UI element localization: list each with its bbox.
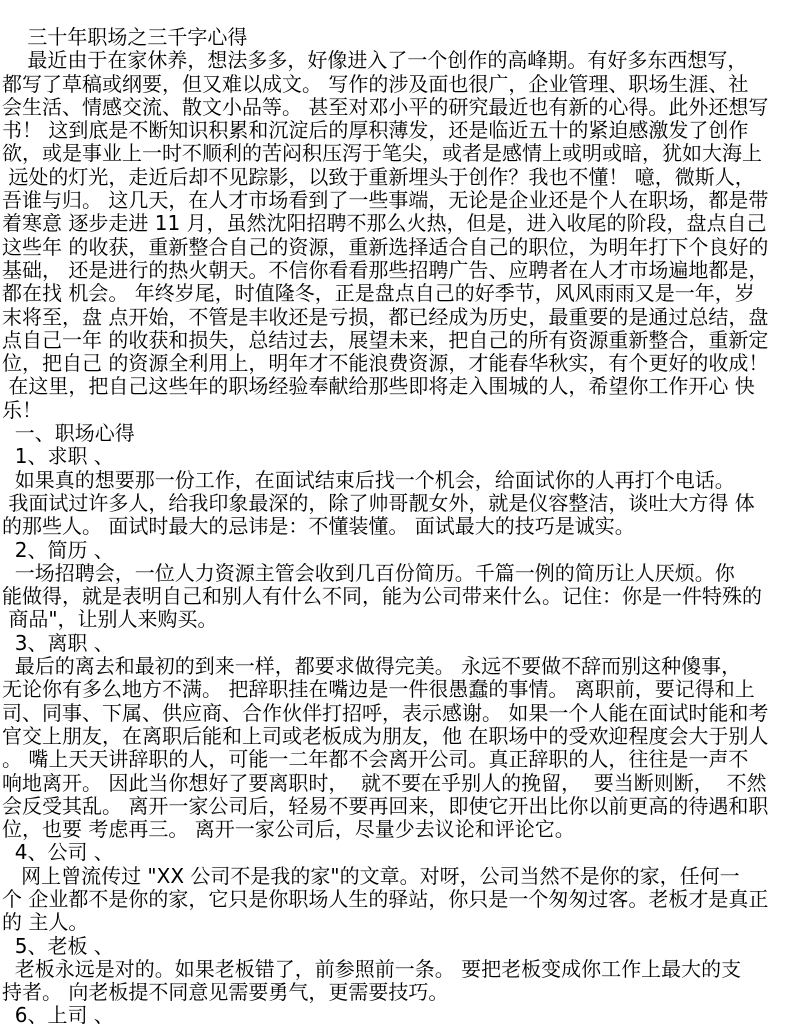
text-line: 6、上司 、 (2, 1004, 114, 1028)
text-line: 。 嘴上天天讲辞职的人，可能一二年都不会离开公司。真正辞职的人，往往是一声不 (2, 748, 749, 772)
text-line: 乐！ (2, 398, 42, 422)
text-line: 吾谁与归。 这几天，在人才市场看到了一些事端，无论是企业还是个人在职场，都是带 (2, 189, 769, 213)
text-line: 1、求职 、 (2, 445, 114, 469)
text-line: 位，把自己 的资源全利用上，明年才不能浪费资源，才能春华秋实，有个更好的收成！ (2, 352, 769, 376)
text-line: 网上曾流传过 "XX 公司不是我的家"的文章。对呀，公司当然不是你的家，任何一 (2, 864, 740, 888)
document-text (2, 26, 798, 1028)
text-line: 持者。 向老板提不同意见需要勇气，更需要技巧。 (2, 981, 449, 1005)
text-line: 的 主人。 (2, 911, 89, 935)
text-line: 位，也要 考虑再三。 离开一家公司后，尽量少去议论和评论它。 (2, 818, 575, 842)
text-line: 能做得，就是表明自己和别人有什么不同，能为公司带来什么。记住：你是一件特殊的 (2, 585, 762, 609)
text-line: 5、老板 、 (2, 934, 114, 958)
text-line: 三十年职场之三千字心得 (2, 26, 248, 49)
text-line: 一场招聘会，一位人力资源主管会收到几百份简历。千篇一例的简历让人厌烦。你 (2, 561, 735, 585)
text-line: 老板永远是对的。如果老板错了，前参照前一条。 要把老板变成你工作上最大的支 (2, 957, 742, 981)
text-line: 无论你有多么地方不满。 把辞职挂在嘴边是一件很愚蠢的事情。 离职前，要记得和上 (2, 678, 755, 702)
text-line: 如果真的想要那一份工作，在面试结束后找一个机会，给面试你的人再打个电话。 (2, 468, 735, 492)
text-line: 响地离开。 因此当你想好了要离职时， 就不要在乎别人的挽留， 要当断则断， 不然 (2, 771, 767, 795)
text-line: 末将至，盘 点开始，不管是丰收还是亏损，都已经成为历史，最重要的是通过总结，盘 (2, 305, 769, 329)
text-line: 基础， 还是进行的热火朝天。不信你看看那些招聘广告、应聘者在人才市场遍地都是， (2, 258, 769, 282)
text-line: 会反受其乱。 离开一家公司后，轻易不要再回来，即使它开出比你以前更高的待遇和职 (2, 794, 769, 818)
text-line: 商品"，让别人来购买。 (2, 608, 218, 632)
text-line: 会生活、情感交流、散文小品等。 甚至对邓小平的研究最近也有新的心得。此外还想写 (2, 95, 769, 119)
text-line: 点自己一年 的收获和损失，总结过去，展望未来，把自己的所有资源重新整合，重新定 (2, 328, 769, 352)
text-line: 2、简历 、 (2, 538, 114, 562)
text-line: 在这里，把自己这些年的职场经验奉献给那些即将走入围城的人，希望你工作开心 快 (2, 375, 755, 399)
text-line: 欲，或是事业上一时不顺利的苦闷积压泻于笔尖，或者是感情上或明或暗，犹如大海上 (2, 142, 762, 166)
text-line: 书！ 这到底是不断知识积累和沉淀后的厚积薄发，还是临近五十的紧迫感激发了创作 (2, 119, 749, 143)
text-line: 3、离职 、 (2, 631, 114, 655)
text-line: 都在找 机会。 年终岁尾，时值隆冬，正是盘点自己的好季节，风风雨雨又是一年，岁 (2, 282, 755, 306)
text-line: 4、公司 、 (2, 841, 114, 865)
text-line: 都写了草稿或纲要，但又难以成文。 写作的涉及面也很广，企业管理、职场生涯、社 (2, 72, 749, 96)
text-line: 我面试过许多人，给我印象最深的，除了帅哥靓女外，就是仪容整洁，谈吐大方得 体 (2, 491, 755, 515)
text-line: 个 企业都不是你的家，它只是你职场人生的驿站，你只是一个匆匆过客。老板才是真正 (2, 887, 769, 911)
text-line: 远处的灯光，走近后却不见踪影，以致于重新埋头于创作？我也不懂！ 噫，微斯人， (2, 165, 755, 189)
text-line: 这些年 的收获，重新整合自己的资源，重新选择适合自己的职位，为明年打下个良好的 (2, 235, 769, 259)
text-line: 最近由于在家休养，想法多多，好像进入了一个创作的高峰期。有好多东西想写， (2, 49, 748, 73)
text-line: 最后的离去和最初的到来一样，都要求做得完美。 永远不要做不辞而别这种傻事， (2, 655, 742, 679)
text-line: 一、职场心得 (2, 422, 135, 446)
text-line: 着寒意 逐步走进 11 月，虽然沈阳招聘不那么火热，但是，进入收尾的阶段，盘点自己 (2, 212, 767, 236)
text-line: 司、同事、下属、供应商、合作伙伴打招呼，表示感谢。 如果一个人能在面试时能和考 (2, 701, 769, 725)
text-line: 官交上朋友，在离职后能和上司或老板成为朋友，他 在职场中的受欢迎程度会大于别人 (2, 724, 769, 748)
text-line: 的那些人。 面试时最大的忌讳是：不懂装懂。 面试最大的技巧是诚实。 (2, 515, 635, 539)
